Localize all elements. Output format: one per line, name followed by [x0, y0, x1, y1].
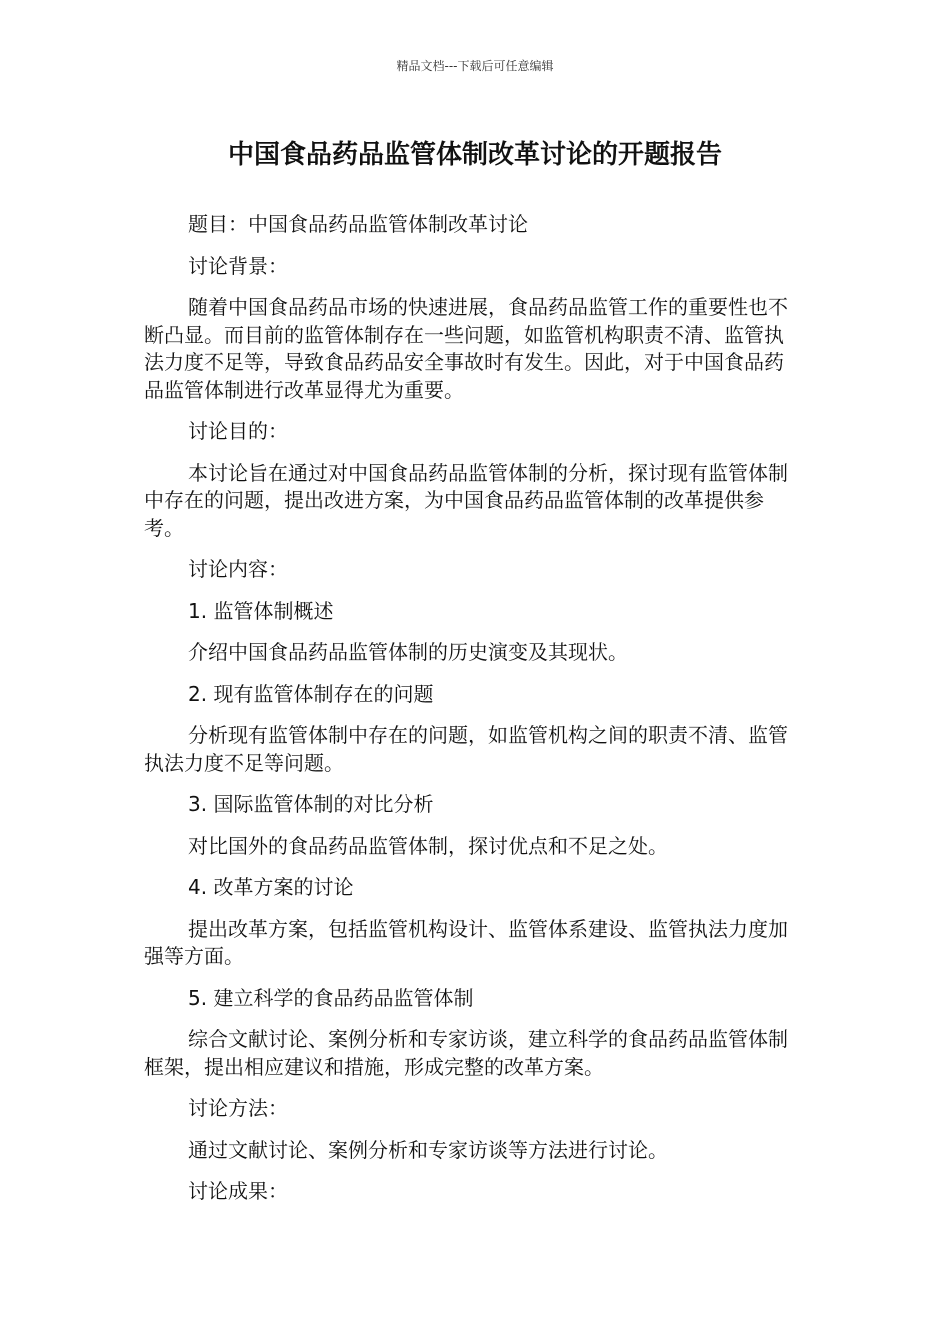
page-header: 精品文档---下载后可任意编辑: [396, 59, 554, 73]
content-item-1-text: 介绍中国食品药品监管体制的历史演变及其现状。: [188, 640, 628, 664]
paragraph-topic: 题目：中国食品药品监管体制改革讨论: [188, 212, 528, 236]
content-item-1-heading: 1. 监管体制概述: [188, 598, 334, 623]
paragraph-background: 随着中国食品药品市场的快速进展，食品药品监管工作的重要性也不断凸显。而目前的监管体制存在一些问题，如监管机构职责不清、监管执法力度不足等，导致食品药品安全事故时有发生。因此，对于中国食品药品监管体制进行改革显得尤为重要。: [144, 295, 788, 402]
content-item-4-text: 提出改革方案，包括监管机构设计、监管体系建设、监管执法力度加强等方面。: [144, 916, 788, 968]
content-item-3-heading: 3. 国际监管体制的对比分析: [188, 792, 434, 816]
content-item-5-heading: 5. 建立科学的食品药品监管体制: [188, 985, 474, 1010]
content-item-4-heading: 4. 改革方案的讨论: [188, 875, 354, 899]
content-item-5-text: 综合文献讨论、案例分析和专家访谈，建立科学的食品药品监管体制框架，提出相应建议和措施，形成完整的改革方案。: [144, 1027, 788, 1079]
document-body: [144, 211, 794, 1220]
heading-purpose: 讨论目的：: [188, 419, 288, 443]
content-item-2-heading: 2. 现有监管体制存在的问题: [188, 681, 434, 706]
heading-method: 讨论方法：: [188, 1096, 288, 1120]
heading-content: 讨论内容：: [188, 557, 288, 581]
content-item-2-text: 分析现有监管体制中存在的问题，如监管机构之间的职责不清、监管执法力度不足等问题。: [144, 723, 788, 775]
paragraph-method: 通过文献讨论、案例分析和专家访谈等方法进行讨论。: [188, 1137, 668, 1162]
content-item-3-text: 对比国外的食品药品监管体制，探讨优点和不足之处。: [188, 833, 668, 858]
heading-background: 讨论背景：: [188, 253, 288, 278]
heading-results: 讨论成果：: [188, 1179, 288, 1203]
document-title: 中国食品药品监管体制改革讨论的开题报告: [227, 140, 722, 170]
paragraph-purpose: 本讨论旨在通过对中国食品药品监管体制的分析，探讨现有监管体制中存在的问题，提出改进方案，为中国食品药品监管体制的改革提供参考。: [144, 460, 788, 540]
